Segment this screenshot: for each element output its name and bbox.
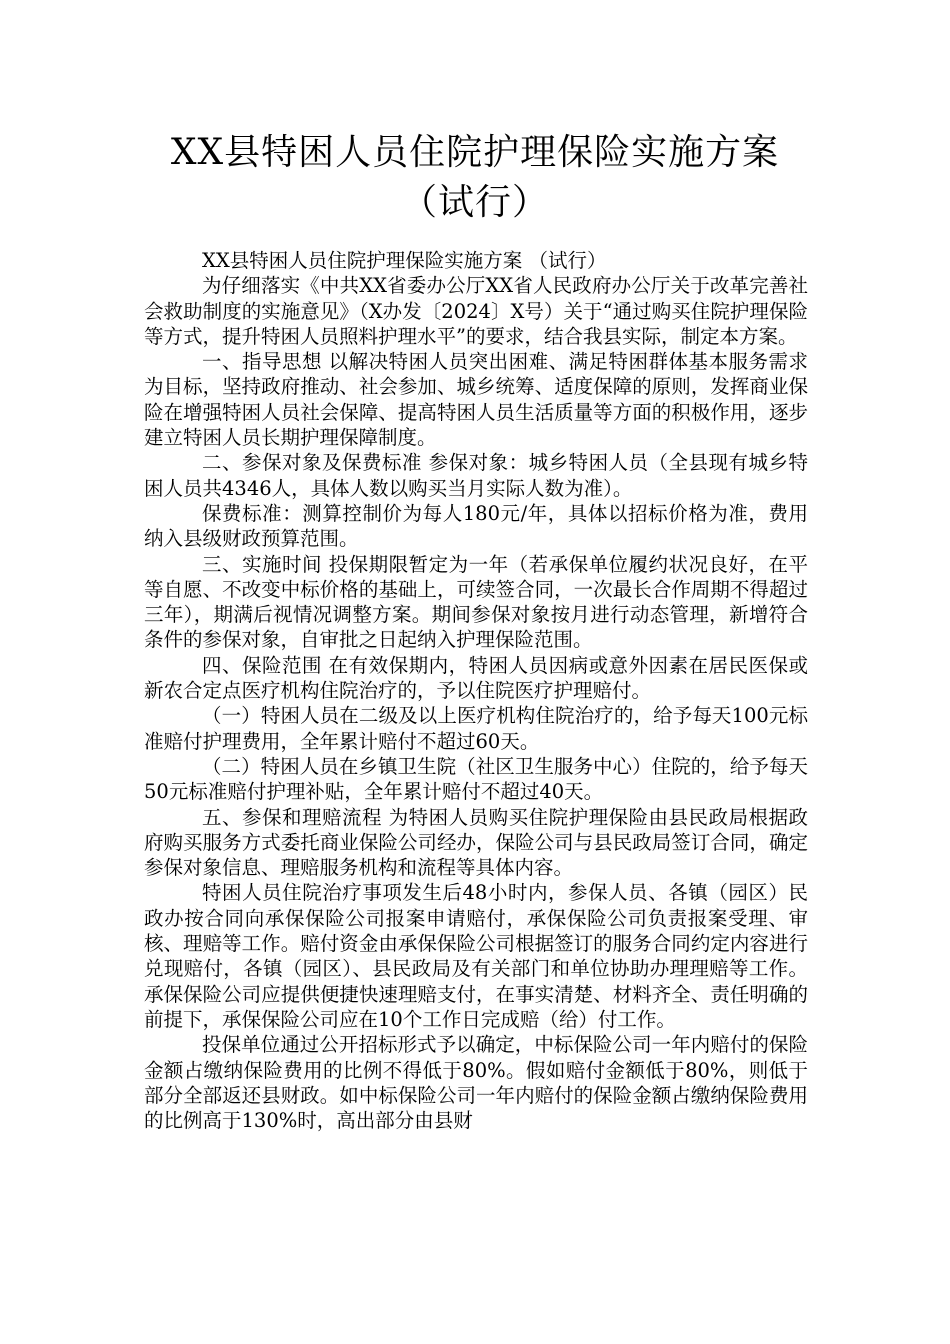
body-paragraph-guiding-principle: 一、指导思想 以解决特困人员突出困难、满足特困群体基本服务需求为目标，坚持政府推动、社会参加、城乡统筹、适度保障的原则，发挥商业保险在增强特困人员社会保障、提高特困人员生活质量等方面的积极作用，逐步建立特困人员长期护理保障制度。 bbox=[144, 350, 808, 450]
body-paragraph-claims-process: 五、参保和理赔流程 为特困人员购买住院护理保险由县民政局根据政府购买服务方式委托商业保险公司经办，保险公司与县民政局签订合同，确定参保对象信息、理赔服务机构和流程等具体内容。 bbox=[144, 805, 808, 880]
body-paragraph-implementation-period: 三、实施时间 投保期限暂定为一年（若承保单位履约状况良好，在平等自愿、不改变中标价格的基础上，可续签合同，一次最长合作周期不得超过三年），期满后视情况调整方案。期间参保对象按月进行动态管理，新增符合条件的参保对象，自审批之日起纳入护理保险范围。 bbox=[144, 552, 808, 652]
body-paragraph-insurance-scope: 四、保险范围 在有效保期内，特困人员因病或意外因素在居民医保或新农合定点医疗机构住院治疗的，予以住院医疗护理赔付。 bbox=[144, 653, 808, 703]
body-paragraph-insured-objects: 二、参保对象及保费标准 参保对象：城乡特困人员（全县现有城乡特困人员共4346人，具体人数以购买当月实际人数为准）。 bbox=[144, 451, 808, 500]
body-paragraph-preamble: 为仔细落实《中共XX省委办公厅XX省人民政府办公厅关于改革完善社会救助制度的实施意见》（X办发〔2024〕X号）关于“通过购买住院护理保险等方式，提升特困人员照料护理水平”的要求，结合我县实际，制定本方案。 bbox=[144, 274, 808, 348]
document-title: XX县特困人员住院护理保险实施方案（试行） bbox=[170, 132, 780, 223]
body-paragraph-premium-standard: 保费标准：测算控制价为每人180元/年，具体以招标价格为准，费用纳入县级财政预算范围。 bbox=[144, 501, 808, 551]
body-paragraph-claims-detail: 特困人员住院治疗事项发生后48小时内，参保人员、各镇（园区）民政办按合同向承保保险公司报案申请赔付，承保保险公司负责报案受理、审核、理赔等工作。赔付资金由承保保险公司根据签订的服务合同约定内容进行兑现赔付，各镇（园区）、县民政局及有关部门和单位协助办理理赔等工作。承保保险公司应提供便捷快速理赔支付，在事实清楚、材料齐全、责任明确的前提下，承保保险公司应在10个工作日完成赔（给）付工作。 bbox=[144, 881, 808, 1031]
body-paragraph-scope-item-1: （一）特困人员在二级及以上医疗机构住院治疗的，给予每天100元标准赔付护理费用，全年累计赔付不超过60天。 bbox=[144, 704, 808, 753]
body-paragraph-tender-terms: 投保单位通过公开招标形式予以确定，中标保险公司一年内赔付的保险金额占缴纳保险费用的比例不得低于80%。假如赔付金额低于80%，则低于部分全部返还县财政。如中标保险公司一年内赔付的保险金额占缴纳保险费用的比例高于130%时，高出部分由县财 bbox=[144, 1033, 808, 1133]
body-paragraph-subtitle: XX县特困人员住院护理保险实施方案 （试行） bbox=[202, 249, 607, 272]
body-paragraph-scope-item-2: （二）特困人员在乡镇卫生院（社区卫生服务中心）住院的，给予每天50元标准赔付护理补贴，全年累计赔付不超过40天。 bbox=[144, 754, 808, 804]
document-body bbox=[144, 248, 808, 1133]
